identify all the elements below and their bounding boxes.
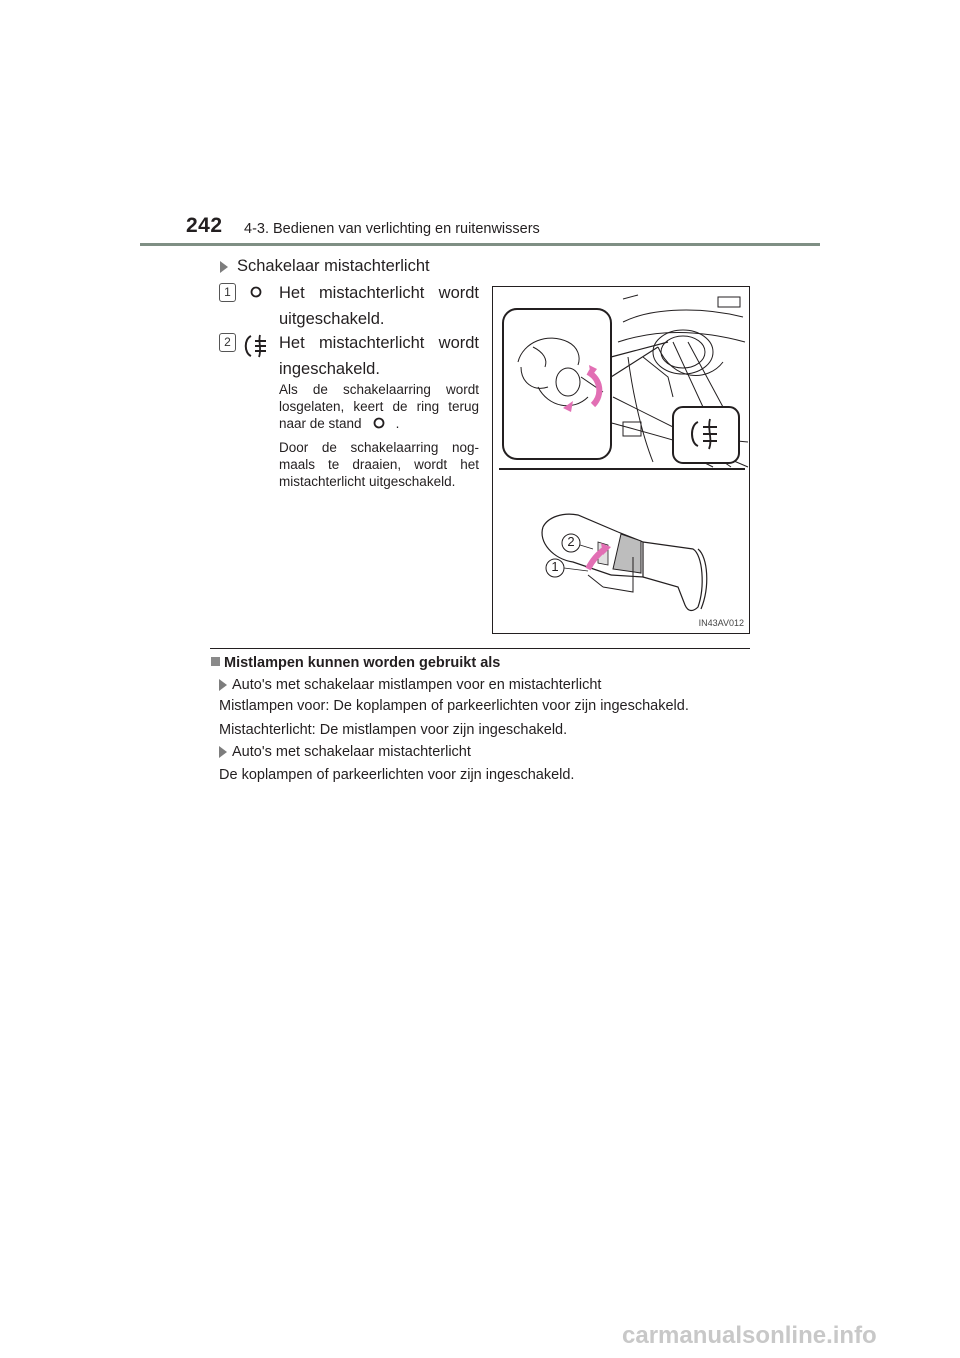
item-number-2: 2	[219, 333, 236, 352]
rear-fog-light-icon	[241, 333, 271, 359]
info-line-1: Mistlampen voor: De koplampen of parkeerlichten voor zijn ingeschakeld.	[219, 698, 689, 714]
fog-light-off-icon	[248, 284, 264, 300]
note-rotate-again: Door de schakelaarring nog-maals te draaien, wordt het mistachterlicht uitgeschakeld.	[279, 440, 479, 489]
info-heading	[211, 655, 500, 671]
triangle-bullet-icon	[219, 746, 227, 758]
item-number-1: 1	[219, 283, 236, 302]
case-1-text: Auto's met schakelaar mistlampen voor en mistachterlicht	[232, 677, 602, 693]
triangle-bullet-icon	[220, 261, 228, 273]
subsection-heading	[220, 257, 430, 276]
callout-1: 1	[551, 559, 559, 574]
info-line-3: De koplampen of parkeerlichten voor zijn ingeschakeld.	[219, 767, 575, 783]
illustration-figure	[492, 286, 750, 634]
note-release-period: .	[395, 416, 400, 431]
triangle-bullet-icon	[219, 679, 227, 691]
section-rule	[210, 648, 750, 649]
callout-2: 2	[567, 534, 575, 549]
note-release-text: Als de schakelaarring wordt losgelaten, keert de ring terug naar de stand	[279, 382, 479, 431]
off-position-icon	[362, 416, 396, 434]
section-title: 4-3. Bedienen van verlichting en ruitenwissers	[244, 221, 540, 237]
header-rule	[140, 243, 820, 246]
item-text-1: Het mistachterlicht wordt uitgeschakeld.	[279, 284, 479, 328]
case-1	[219, 677, 601, 693]
illustration-drawing	[493, 287, 749, 633]
info-line-2: Mistachterlicht: De mistlampen voor zijn ingeschakeld.	[219, 722, 568, 738]
case-2	[219, 744, 471, 760]
item-text-2: Het mistachterlicht wordt ingeschakeld.	[279, 334, 479, 378]
subsection-title: Schakelaar mistachterlicht	[237, 257, 430, 275]
watermark: carmanualsonline.info	[622, 1322, 877, 1349]
page-number: 242	[186, 214, 223, 237]
figure-code: IN43AV012	[698, 618, 744, 628]
case-2-text: Auto's met schakelaar mistachterlicht	[232, 744, 471, 760]
info-heading-text: Mistlampen kunnen worden gebruikt als	[224, 655, 501, 671]
square-bullet-icon	[211, 657, 220, 666]
note-release	[279, 381, 479, 434]
